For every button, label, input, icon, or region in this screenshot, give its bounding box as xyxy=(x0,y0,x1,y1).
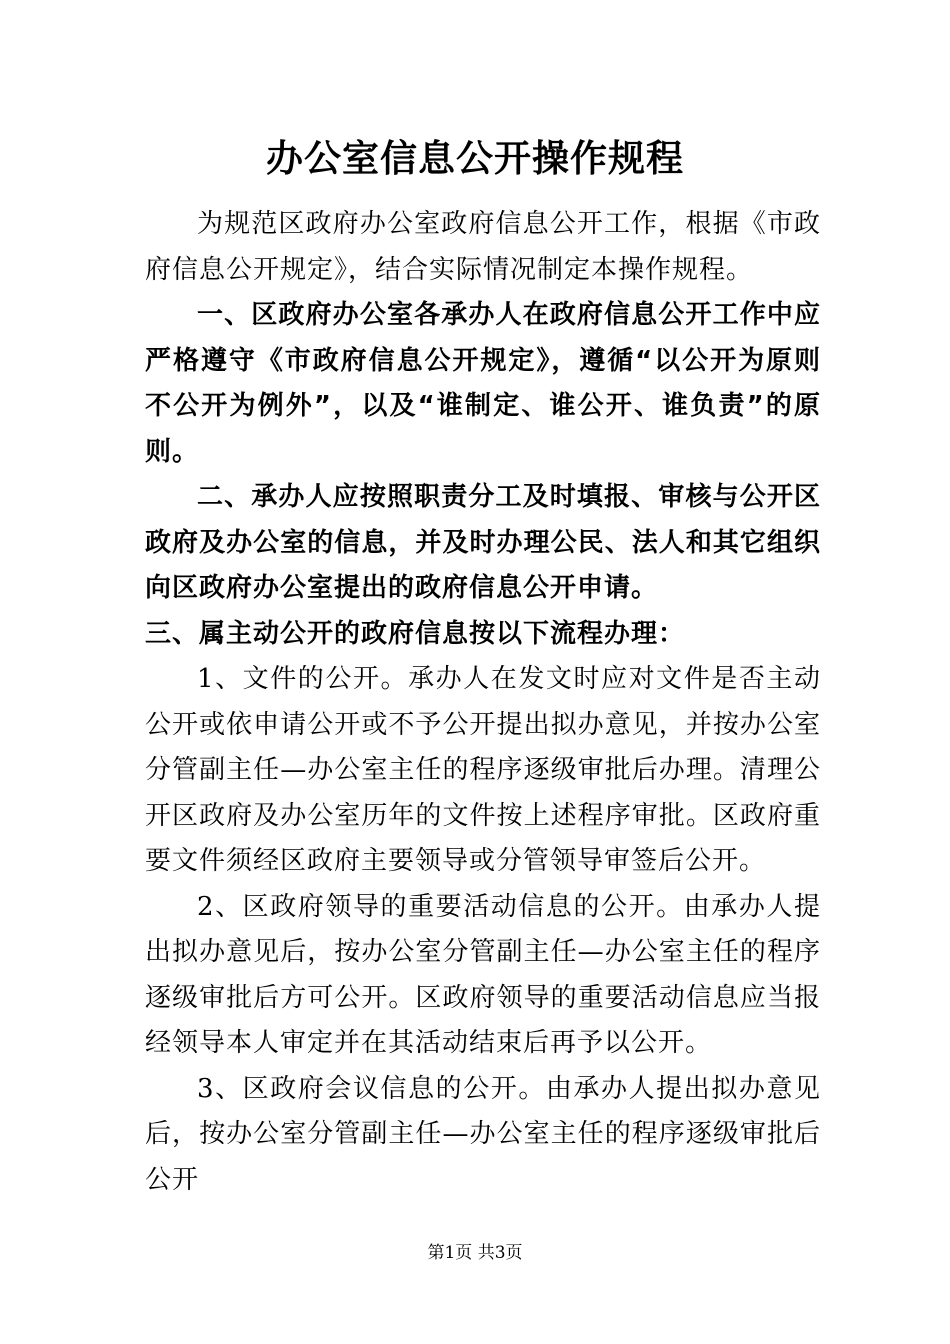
paragraph-item-1: 1、文件的公开。承办人在发文时应对文件是否主动公开或依申请公开或不予公开提出拟办意见，并按办公室分管副主任—办公室主任的程序逐级审批后办理。清理公开区政府及办公室历年的文件按上述程序审批。区政府重要文件须经区政府主要领导或分管领导审签后公开。 xyxy=(145,664,821,876)
paragraph-section-3-heading: 三、属主动公开的政府信息按以下流程办理： xyxy=(145,618,686,649)
document-body xyxy=(145,202,821,1203)
page-number-footer: 第1页 共3页 xyxy=(427,1243,523,1263)
paragraph-item-3: 3、区政府会议信息的公开。由承办人提出拟办意见后，按办公室分管副主任—办公室主任的程序逐级审批后公开 xyxy=(145,1073,821,1195)
paragraph-intro: 为规范区政府办公室政府信息公开工作，根据《市政府信息公开规定》，结合实际情况制定本操作规程。 xyxy=(145,209,821,285)
document-title: 办公室信息公开操作规程 xyxy=(266,136,684,180)
paragraph-section-2: 二、承办人应按照职责分工及时填报、审核与公开区政府及办公室的信息，并及时办理公民、法人和其它组织向区政府办公室提出的政府信息公开申请。 xyxy=(145,482,821,603)
paragraph-section-1: 一、区政府办公室各承办人在政府信息公开工作中应严格遵守《市政府信息公开规定》，遵循“以公开为原则不公开为例外”，以及“谁制定、谁公开、谁负责”的原则。 xyxy=(145,300,821,467)
paragraph-item-2: 2、区政府领导的重要活动信息的公开。由承办人提出拟办意见后，按办公室分管副主任—办公室主任的程序逐级审批后方可公开。区政府领导的重要活动信息应当报经领导本人审定并在其活动结束后再予以公开。 xyxy=(145,891,821,1058)
